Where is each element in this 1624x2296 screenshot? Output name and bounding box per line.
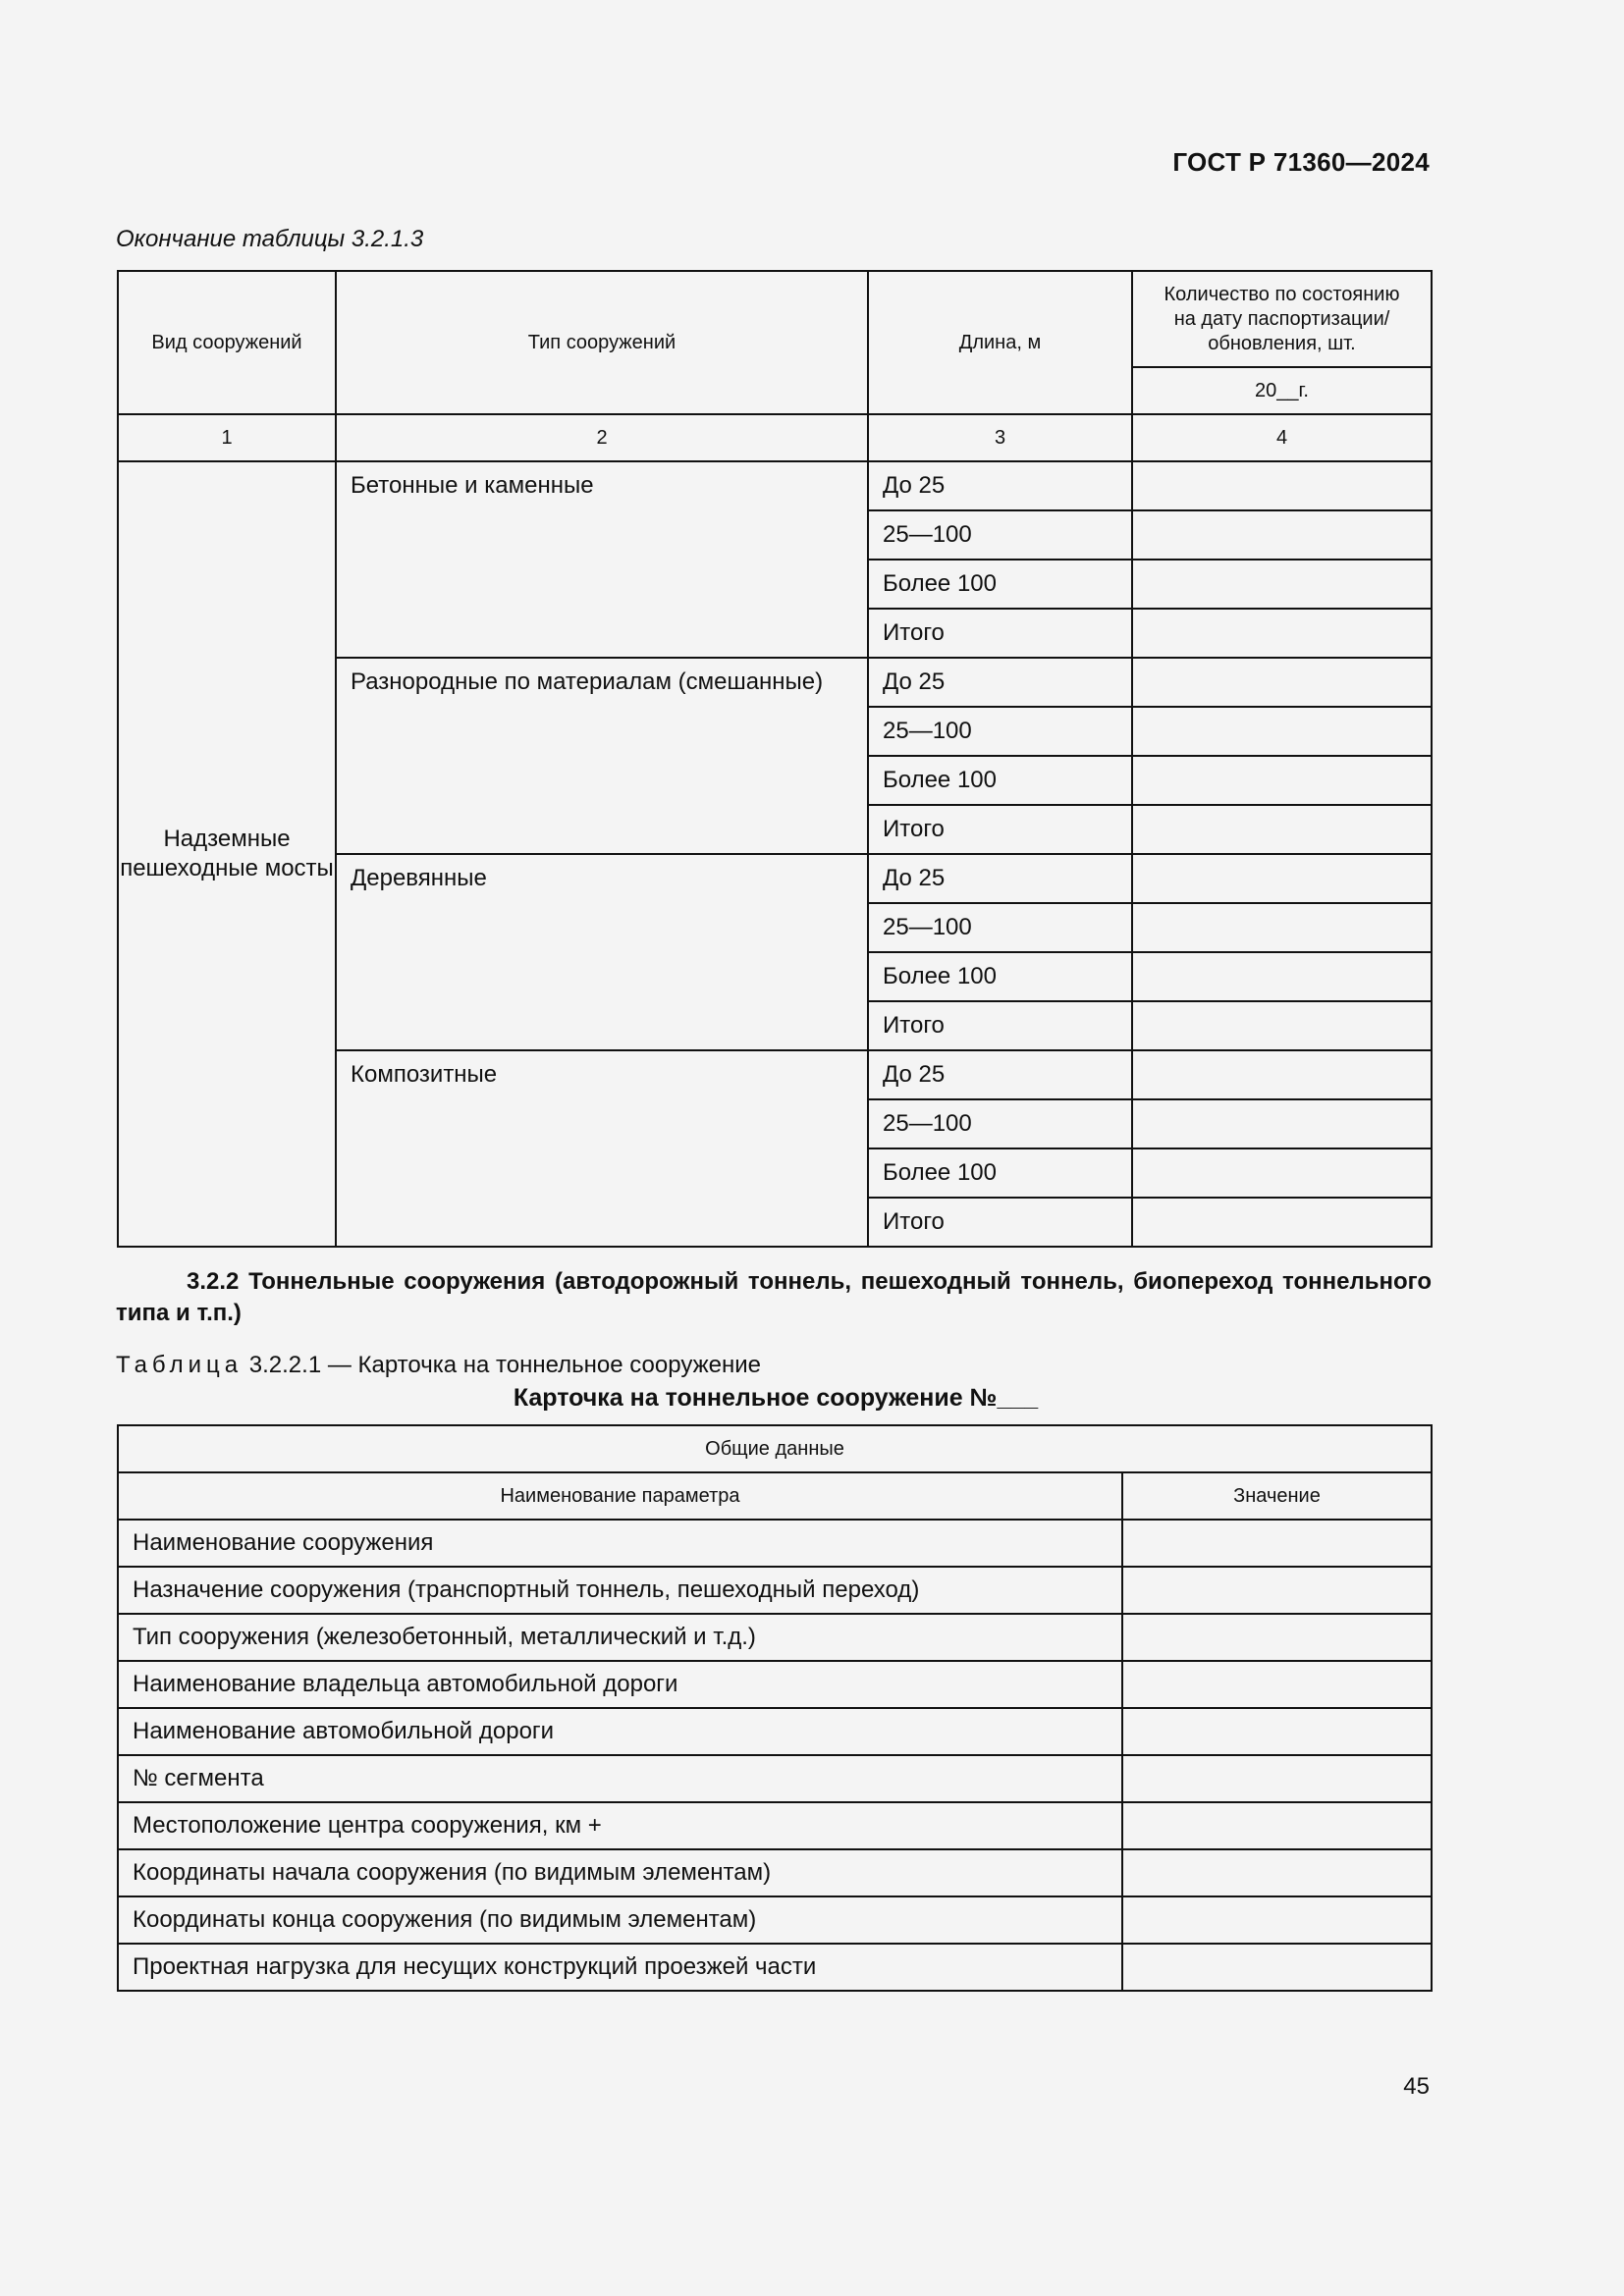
count-cell [1132,903,1432,952]
param-cell: № сегмента [118,1755,1122,1802]
section-heading: 3.2.2 Тоннельные сооружения (автодорожный тоннель, пешеходный тоннель, биопереход тоннельного типа и т.п.) [116,1268,1432,1326]
structure-type-cell: Деревянные [336,854,868,1050]
value-cell [1122,1755,1432,1802]
length-cell: 25—100 [868,903,1132,952]
count-cell [1132,952,1432,1001]
header-length: Длина, м [868,271,1132,414]
length-cell: 25—100 [868,1099,1132,1148]
param-cell: Проектная нагрузка для несущих конструкций проезжей части [118,1944,1122,1991]
param-cell: Наименование автомобильной дороги [118,1708,1122,1755]
value-cell [1122,1614,1432,1661]
length-cell: Более 100 [868,952,1132,1001]
param-cell: Тип сооружения (железобетонный, металлический и т.д.) [118,1614,1122,1661]
length-cell: Более 100 [868,756,1132,805]
structures-count-table [117,270,1433,1248]
header-year: 20__г. [1132,367,1432,414]
tunnel-card-table [117,1424,1433,1992]
length-cell: До 25 [868,461,1132,510]
value-cell [1122,1944,1432,1991]
param-cell: Координаты конца сооружения (по видимым элементам) [118,1896,1122,1944]
length-cell: До 25 [868,854,1132,903]
param-cell: Местоположение центра сооружения, км + [118,1802,1122,1849]
value-cell [1122,1708,1432,1755]
header-type: Тип сооружений [336,271,868,414]
count-cell [1132,1198,1432,1247]
param-cell: Наименование сооружения [118,1520,1122,1567]
column-number: 2 [336,414,868,461]
length-cell: 25—100 [868,707,1132,756]
structure-type-cell: Бетонные и каменные [336,461,868,658]
param-cell: Наименование владельца автомобильной дороги [118,1661,1122,1708]
length-cell: Итого [868,1001,1132,1050]
count-cell [1132,510,1432,560]
count-cell [1132,658,1432,707]
structure-type-cell: Разнородные по материалам (смешанные) [336,658,868,854]
value-cell [1122,1661,1432,1708]
value-cell [1122,1896,1432,1944]
count-cell [1132,854,1432,903]
length-cell: Итого [868,1198,1132,1247]
param-name-header: Наименование параметра [118,1472,1122,1520]
count-cell [1132,805,1432,854]
structure-type-cell: Композитные [336,1050,868,1247]
header-count: Количество по состоянию на дату паспортизации/ обновления, шт. [1132,271,1432,367]
count-cell [1132,707,1432,756]
value-cell [1122,1802,1432,1849]
value-header: Значение [1122,1472,1432,1520]
table-caption-text: 3.2.2.1 — Карточка на тоннельное сооружение [243,1352,761,1378]
count-cell [1132,1001,1432,1050]
value-cell [1122,1567,1432,1614]
count-cell [1132,1099,1432,1148]
general-data-header: Общие данные [118,1425,1432,1472]
count-cell [1132,756,1432,805]
header-kind: Вид сооружений [118,271,336,414]
count-cell [1132,1050,1432,1099]
value-cell [1122,1849,1432,1896]
length-cell: До 25 [868,1050,1132,1099]
param-cell: Назначение сооружения (транспортный тоннель, пешеходный переход) [118,1567,1122,1614]
length-cell: Итого [868,609,1132,658]
length-cell: 25—100 [868,510,1132,560]
length-cell: Более 100 [868,1148,1132,1198]
count-cell [1132,560,1432,609]
length-cell: До 25 [868,658,1132,707]
column-number: 1 [118,414,336,461]
count-cell [1132,609,1432,658]
count-cell [1132,1148,1432,1198]
length-cell: Итого [868,805,1132,854]
table-continuation-caption: Окончание таблицы 3.2.1.3 [116,226,424,252]
structure-kind-cell: Надземные пешеходные мосты [118,461,336,1247]
column-number: 3 [868,414,1132,461]
page-number: 45 [1403,2073,1430,2100]
count-cell [1132,461,1432,510]
column-number: 4 [1132,414,1432,461]
card-title: Карточка на тоннельное сооружение №___ [513,1384,1039,1412]
length-cell: Более 100 [868,560,1132,609]
document-code: ГОСТ Р 71360—2024 [1172,147,1430,177]
table-caption [116,1352,761,1379]
param-cell: Координаты начала сооружения (по видимым элементам) [118,1849,1122,1896]
value-cell [1122,1520,1432,1567]
table-caption-word: Таблица [116,1352,244,1378]
